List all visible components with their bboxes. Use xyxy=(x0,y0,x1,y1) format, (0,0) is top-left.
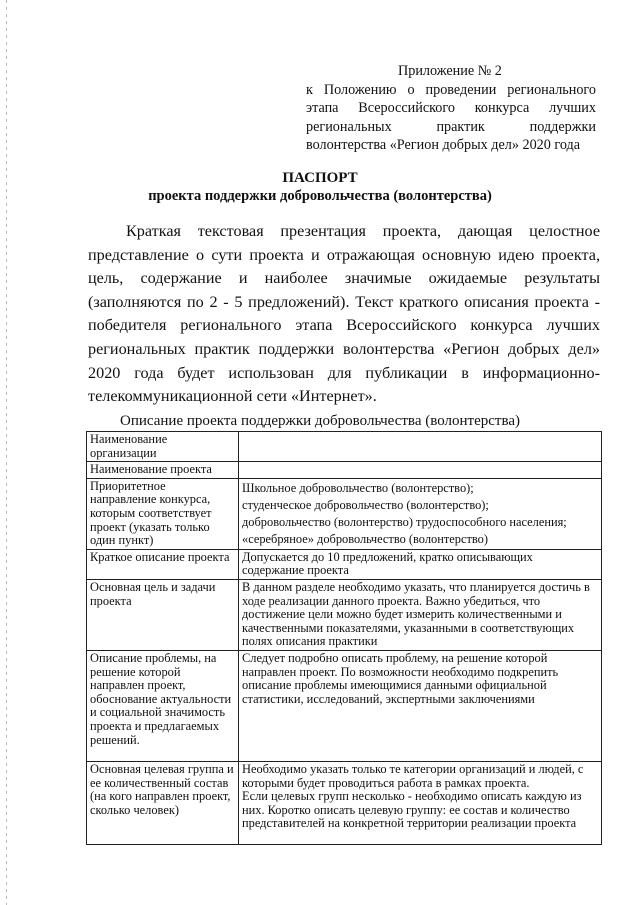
intro-paragraph: Краткая текстовая презентация проекта, дающая целостное представление о сути проекта и отражающая основную идею проекта, цель, содержание и наиболее значимые ожидаемые результаты (заполняются по 2 - 5 предложений). Текст краткого описания проекта - победителя регионального этапа Всероссийского конкурса лучших региональных практик поддержки волонтерства «Регион добрых дел» 2020 года будет использован для публикации в информационно-телекоммуникационной сети «Интернет». xyxy=(88,222,600,406)
scan-edge xyxy=(6,0,7,905)
table-row xyxy=(87,579,602,650)
appendix-text xyxy=(306,81,596,155)
row-value: Следует подробно описать проблему, на решение которой направлен проект. По возможности необходимо подкрепить описание проблемы имеющимися данными официальной статистики, исследований, экспертными заключениями xyxy=(239,650,602,761)
project-table xyxy=(86,431,602,845)
row-label: Наименование организации xyxy=(87,432,239,462)
appendix-text-main: к Положению о проведении регионального этапа Всероссийского конкурса лучших региональных практик поддержки xyxy=(306,81,596,135)
row-label: Основная целевая группа и ее количественный состав (на кого направлен проект, сколько человек) xyxy=(87,761,239,844)
appendix-number: Приложение № 2 xyxy=(398,63,502,79)
appendix-header xyxy=(306,62,596,155)
row-value xyxy=(239,432,602,462)
row-value xyxy=(239,462,602,479)
row-label: Основная цель и задачи проекта xyxy=(87,579,239,650)
row-label: Краткое описание проекта xyxy=(87,549,239,579)
table-row xyxy=(87,478,602,549)
table-row xyxy=(87,432,602,462)
row-label: Наименование проекта xyxy=(87,462,239,479)
row-value: В данном разделе необходимо указать, что планируется достичь в ходе реализации данного проекта. Важно убедиться, что достижение цели можно будет измерить количественными и качественными показателями, указанными в соответствующих полях описания практики xyxy=(239,579,602,650)
row-value: Школьное добровольчество (волонтерство); студенческое добровольчество (волонтерство); добровольчество (волонтерство) трудоспособного населения; «серебряное» добровольчество (волонтерство) xyxy=(239,478,602,549)
row-label: Приоритетное направление конкурса, которым соответствует проект (указать только один пункт) xyxy=(87,478,239,549)
row-value: Допускается до 10 предложений, кратко описывающих содержание проекта xyxy=(239,549,602,579)
passport-title: ПАСПОРТ xyxy=(282,170,358,186)
table-row xyxy=(87,650,602,761)
table-row xyxy=(87,462,602,479)
table-row xyxy=(87,549,602,579)
appendix-text-last: волонтерства «Регион добрых дел» 2020 года xyxy=(306,137,581,154)
table-row xyxy=(87,761,602,844)
passport-subtitle: проекта поддержки добровольчества (волонтерства) xyxy=(148,188,492,204)
table-caption: Описание проекта поддержки добровольчества (волонтерства) xyxy=(120,413,520,429)
row-label: Описание проблемы, на решение которой направлен проект, обоснование актуальности и социальной значимость проекта и предлагаемых решений. xyxy=(87,650,239,761)
row-value: Необходимо указать только те категории организаций и людей, с которыми будет проводиться работа в рамках проекта. Если целевых групп несколько - необходимо описать каждую из них. Коротко описать целевую группу: ее состав и количество представителей на конкретной территории реализации проекта xyxy=(239,761,602,844)
